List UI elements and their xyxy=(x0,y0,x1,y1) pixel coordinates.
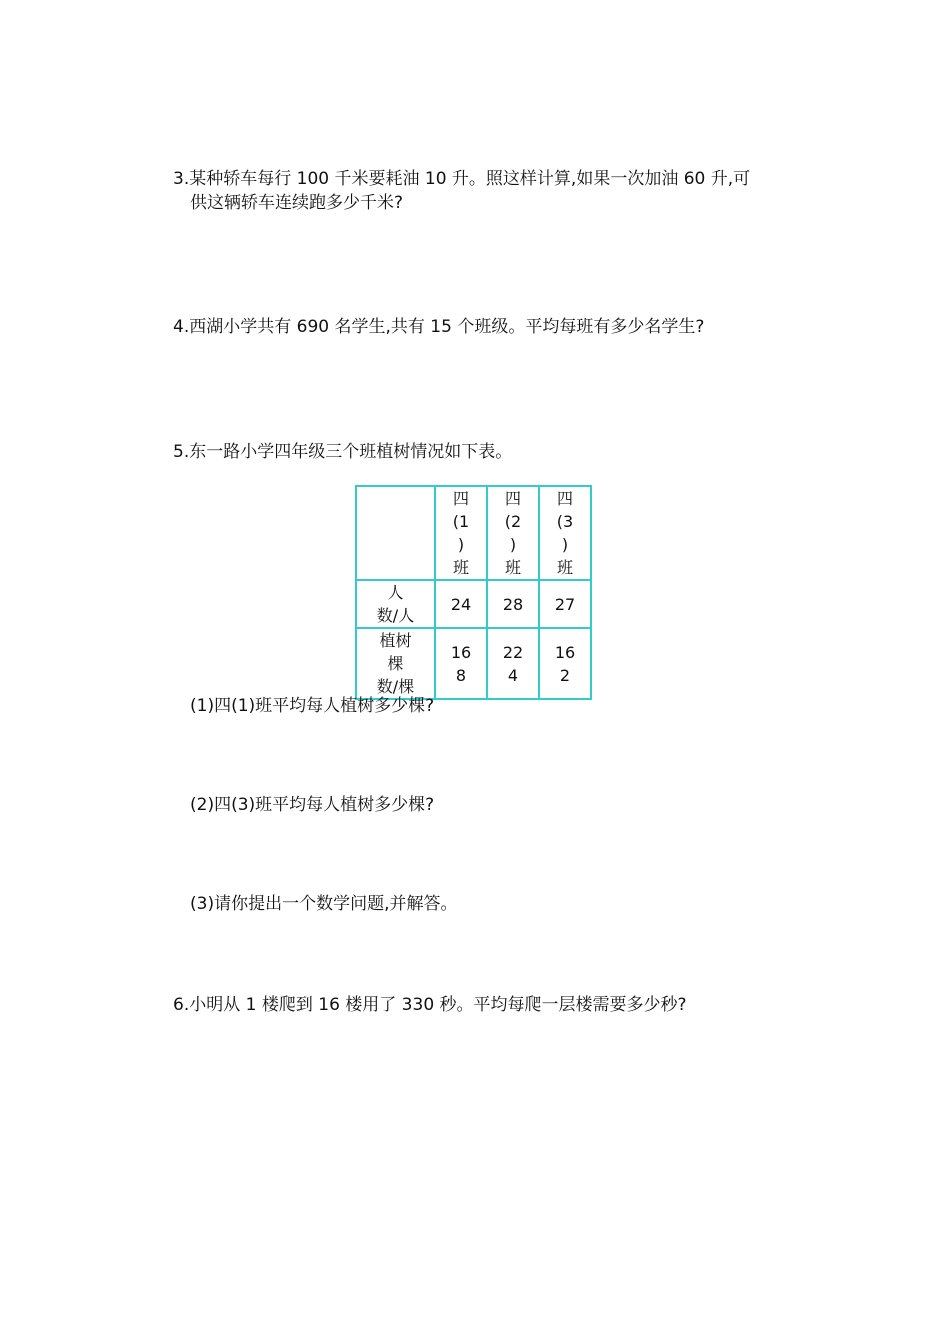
question-3-line-1: 3.某种轿车每行 100 千米要耗油 10 升。照这样计算,如果一次加油 60 升,可 xyxy=(173,169,751,189)
header-class-3: 四 (3 ) 班 xyxy=(539,486,591,580)
header-class-1: 四 (1 ) 班 xyxy=(435,486,487,580)
trees-class-2: 22 4 xyxy=(487,628,539,699)
table-corner-cell xyxy=(356,486,435,580)
people-class-3: 27 xyxy=(539,580,591,628)
table-row-people xyxy=(356,580,591,628)
table-row-trees xyxy=(356,628,591,699)
tree-planting-table xyxy=(355,485,592,700)
table-header-row xyxy=(356,486,591,580)
header-class-2: 四 (2 ) 班 xyxy=(487,486,539,580)
question-5-intro: 5.东一路小学四年级三个班植树情况如下表。 xyxy=(173,442,513,462)
question-5-sub-2: (2)四(3)班平均每人植树多少棵? xyxy=(190,795,435,815)
people-class-1: 24 xyxy=(435,580,487,628)
people-class-2: 28 xyxy=(487,580,539,628)
trees-class-1: 16 8 xyxy=(435,628,487,699)
trees-class-3: 16 2 xyxy=(539,628,591,699)
question-6: 6.小明从 1 楼爬到 16 楼用了 330 秒。平均每爬一层楼需要多少秒? xyxy=(173,995,687,1015)
row-label-trees: 植树 棵 数/棵 xyxy=(356,628,435,699)
question-5-sub-1: (1)四(1)班平均每人植树多少棵? xyxy=(190,696,435,716)
question-3-line-2: 供这辆轿车连续跑多少千米? xyxy=(190,193,404,213)
row-label-people: 人 数/人 xyxy=(356,580,435,628)
question-5-sub-3: (3)请你提出一个数学问题,并解答。 xyxy=(190,894,458,914)
question-4: 4.西湖小学共有 690 名学生,共有 15 个班级。平均每班有多少名学生? xyxy=(173,317,705,337)
